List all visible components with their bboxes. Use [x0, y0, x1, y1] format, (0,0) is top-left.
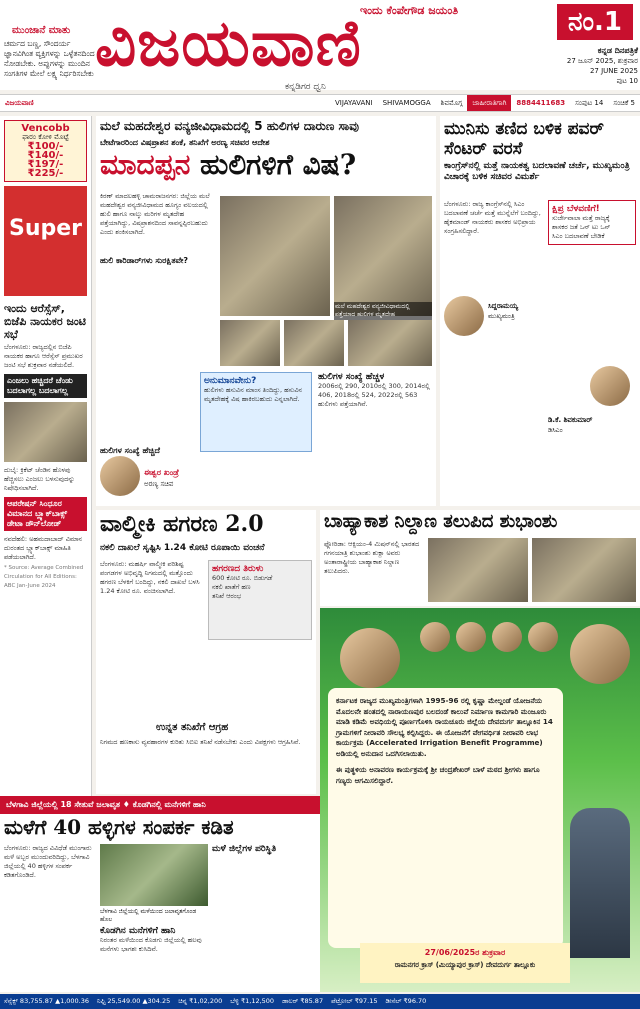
kodagu-text: ನಿರಂತರ ಮಳೆಯಿಂದ ಕೊಡಗು ಜಿಲ್ಲೆಯಲ್ಲಿ ಹಲವು ಮನೆಗಳು ಭಾಗಶಃ ಕುಸಿದಿವೆ. — [100, 936, 202, 953]
suspicion-text: ಹುಲಿಗಳು ಹಸುವಿನ ಮಾಂಸ ತಿಂದಿದ್ದು, ಹಸುವಿನ ಮೃತದೇಹಕ್ಕೆ ವಿಷ ಹಾಕಿರಬಹುದು ಎನ್ನಲಾಗಿದೆ. — [204, 386, 303, 403]
date-english: 27 JUNE 2025 — [589, 67, 638, 75]
masthead — [0, 0, 640, 90]
adv-venue: ರಾಮನಗರ ಕ್ರಾಸ್ (ಮಿಯ್ಯಾಪುರ ಕ್ರಾಸ್) ದೇವದುರ್ಗ ತಾಲ್ಲೂಕು — [394, 961, 536, 969]
minister-avatar — [100, 456, 140, 496]
statue-image — [570, 808, 630, 958]
ticker-gold: ಚಿನ್ನ ₹1,02,200 — [178, 997, 223, 1005]
ad-line: ಫಾರಂ ಕೋಳಿ ಮೊಟ್ಟೆ — [22, 133, 69, 141]
date-block — [558, 46, 638, 86]
number-one-badge: ನಂ.1 — [557, 4, 633, 40]
super-ad[interactable]: Super — [4, 186, 87, 296]
lead-question-2: ಹುಲಿಗಳ ಸಂಖ್ಯೆ ಹೆಚ್ಚಿದೆ — [100, 446, 160, 455]
leader-photo-2 — [420, 622, 450, 652]
left-headline-1[interactable]: ಇಂದು ಆರೆಸ್ಸೆಸ್, ಬಿಜೆಪಿ ನಾಯಕರ ಜಂಟಿ ಸಭೆ — [4, 302, 86, 341]
lead-question-1: ಹುಲಿ ಕಾರಿಡಾರ್‌ಗಳು ಸುರಕ್ಷಿತವೇ? — [100, 256, 189, 265]
left-headline-2[interactable]: ಎಂಜಲು ಹಚ್ಚಿದರೆ ಚೆಂಡು ಬದಲಾಗಲ್ಲ ಬದಲಾಗಲ್ಲ — [4, 374, 87, 398]
lead-kicker-2: ಬೇಟೆಗಾರರಿಂದ ವಿಷಪ್ರಾಶನ ಶಂಕೆ, ತನಿಖೆಗೆ ಅರಣ್ಯ ಸಚಿವರ ಆದೇಶ — [100, 138, 270, 147]
leader-photo-6 — [570, 624, 630, 684]
ad-price-2: ₹140/- — [27, 150, 64, 161]
rain-body: ಬೆಂಗಳೂರು: ರಾಜ್ಯದ ವಿವಿಧೆಡೆ ಮುಂಗಾರು ಮಳೆ ಅಬ್ಬರ ಮುಂದುವರಿದಿದ್ದು, ಬೆಳಗಾವಿ ಜಿಲ್ಲೆಯಲ್ಲಿ 40 ಹಳ್ಳಿಗಳ ಸಂಪರ್ಕ ಕಡಿತಗೊಂಡಿದೆ. — [4, 844, 92, 879]
ticker-silver: ಬೆಳ್ಳಿ ₹1,12,500 — [230, 997, 275, 1005]
kodagu-head: ಕೊಡಗಿನ ಮನೆಗಳಿಗೆ ಹಾನಿ — [100, 926, 176, 936]
dcm-name: ಡಿ.ಕೆ. ಶಿವಕುಮಾರ್ — [548, 416, 593, 424]
minister-name: ಈಶ್ವರ ಖಂಡ್ರೆ — [144, 468, 179, 477]
government-advertisement[interactable] — [320, 608, 640, 992]
valmiki-headline[interactable]: ವಾಲ್ಮೀಕಿ ಹಗರಣ 2.0 — [100, 511, 264, 537]
lead-kicker: ಮಲೆ ಮಹದೇಶ್ವರ ವನ್ಯಜೀವಿಧಾಮದಲ್ಲಿ 5 ಹುಲಿಗಳ ದಾರುಣ ಸಾವು — [100, 119, 359, 133]
strip-issue-no: ಸಂಚಿಕೆ 5 — [613, 99, 635, 107]
cm-avatar — [444, 296, 484, 336]
valmiki-body: ಬೆಂಗಳೂರು: ಮಹರ್ಷಿ ವಾಲ್ಮೀಕಿ ಪರಿಶಿಷ್ಟ ಪಂಗಡಗಳ ಅಭಿವೃದ್ಧಿ ನಿಗಮದಲ್ಲಿ ಮತ್ತೊಂದು ಹಗರಣ ಬೆಳಕಿಗೆ ಬಂದಿದ್ದು, ನಕಲಿ ದಾಖಲೆ ಬಳಸಿ 1.24 ಕೋಟಿ ರೂ. ವಂಚಿಸಲಾಗಿದೆ. — [100, 560, 200, 595]
tiger-photo-5 — [348, 320, 432, 366]
cm-name: ಸಿದ್ದರಾಮಯ್ಯ — [488, 302, 519, 310]
politics-headline[interactable]: ಮುನಿಸು ತಣಿದ ಬಳಿಕ ಪವರ್ ಸೆಂಟರ್ ವರಸೆ — [444, 119, 604, 159]
adv-text: ಕರ್ನಾಟಕ ರಾಜ್ಯದ ಮುಖ್ಯಮಂತ್ರಿಗಳಾಗಿ 1995-96 ರಲ್ಲಿ ಕೃಷ್ಣಾ ಮೇಲ್ದಂಡೆ ಯೋಜನೆಯ ಮೊದಲನೇ ಹಂತದಲ್ಲಿ ನಾರಾಯಣಪುರ ಬಲದಂಡೆ ಕಾಲುವೆ ನಿರ್ಮಾಣ ಕಾಮಗಾರಿ ಮಂಜೂರು ಮಾಡಿ ಕಡಿಮೆ ಅವಧಿಯಲ್ಲಿ ಪೂರ್ಣಗೊಳಿಸಿ ರಾಯಚೂರು ಜಿಲ್ಲೆಯ ದೇವದುರ್ಗ ತಾಲ್ಲೂಕಿನ 14 ಗ್ರಾಮಗಳಿಗೆ ನೀರಾವರಿ ಸೌಲಭ್ಯ ಕಲ್ಪಿಸಿದ್ದರು. ಈ ಯೋಜನೆಗೆ ವೇಗವರ್ಧಿತ ನೀರಾವರಿ ಲಾಭ ಕಾರ್ಯಕ್ರಮ (Accelerated Irrigation Benefit Programme) ಅಡಿಯಲ್ಲಿ ಅನುದಾನ ಒದಗಿಸಲಾಯಿತು. — [336, 696, 553, 758]
vencobb-ad[interactable] — [4, 120, 87, 182]
suspicion-head: ಅನುಮಾನವೇನು? — [204, 376, 257, 386]
strip-phone[interactable]: 8884411683 — [516, 99, 566, 107]
adv-date: 27/06/2025ರ ಶುಕ್ರವಾರ — [424, 948, 506, 957]
rapid-item-2: ಶಾಸಕರ ಜತೆ ಒನ್ ಟು ಒನ್ — [552, 223, 611, 231]
dcm-role: ಡಿಸಿಎಂ — [548, 426, 563, 434]
rain-headline[interactable]: ಮಳೆಗೆ 40 ಹಳ್ಳಿಗಳ ಸಂಪರ್ಕ ಕಡಿತ — [4, 815, 234, 839]
lead-story — [96, 116, 436, 506]
adv-text-2: ಈ ಪುತ್ಥಳಿಯ ಅನಾವರಣ ಕಾರ್ಯಕ್ರಮಕ್ಕೆ ಶ್ರೀ ಚಂದ್ರಶೇಖರ್ ಬಾಳೆ ಮಠದ ಶ್ರೀಗಳು ಹಾಗೂ ಗಣ್ಯರು ಆಗಮಿಸಲಿದ್ದಾರೆ. — [336, 765, 540, 785]
probe-body: ನಿಗಮದ ಹಣಕಾಸು ವ್ಯವಹಾರಗಳ ಕುರಿತು ಸಿಬಿಐ ತನಿಖೆ ನಡೆಸಬೇಕು ಎಂದು ವಿಪಕ್ಷಗಳು ಆಗ್ರಹಿಸಿವೆ. — [100, 738, 301, 746]
politics-body: ಬೆಂಗಳೂರು: ರಾಜ್ಯ ಕಾಂಗ್ರೆಸ್‌ನಲ್ಲಿ ಸಿಎಂ ಬದಲಾವಣೆ ಚರ್ಚೆ ಮತ್ತೆ ಮುನ್ನೆಲೆಗೆ ಬಂದಿದ್ದು, ಹೈಕಮಾಂಡ್ ನಾಯಕರು ಶಾಸಕರ ಅಭಿಪ್ರಾಯ ಸಂಗ್ರಹಿಸಲಿದ್ದಾರೆ. — [444, 200, 541, 235]
tiger-photo-4 — [284, 320, 344, 366]
space-photo-2 — [532, 538, 636, 602]
space-photo-1 — [428, 538, 528, 602]
minister-role: ಅರಣ್ಯ ಸಚಿವ — [144, 480, 174, 488]
stat-head: ಹುಲಿಗಳ ಸಂಖ್ಯೆ ಹೆಚ್ಚಳ — [318, 372, 385, 382]
lead-body: ಕಿರಣ್ ಮಾದಲಹಳ್ಳಿ ಚಾಮರಾಜನಗರ: ಜಿಲ್ಲೆಯ ಮಲೆ ಮಹದೇಶ್ವರ ವನ್ಯಜೀವಿಧಾಮದ ಹೂಗ್ಯಂ ವಲಯದಲ್ಲಿ ಹುಲಿ ಹಾಗೂ ನಾಲ್ಕು ಮರಿಗಳ ಮೃತದೇಹ ಪತ್ತೆಯಾಗಿದ್ದು, ವಿಷಪ್ರಾಶನದಿಂದ ಸಾವನ್ನಪ್ಪಿರಬಹುದು ಎಂದು ಶಂಕಿಸಲಾಗಿದೆ. — [100, 192, 210, 236]
ad-price-3: ₹197/- — [27, 159, 64, 170]
page-number: ಪುಟ 10 — [616, 77, 638, 85]
scam-box-head: ಹಗರಣದ ತಿರುಳು — [212, 564, 264, 574]
ad-price-4: ₹225/- — [27, 168, 64, 179]
morning-quote-text: ಚರ್ಮದ ಬಣ್ಣ, ಸೌಂದರ್ಯ ಜ್ಞಾನವಿಗಿಂತ ವ್ಯಕ್ತಿಗಳನ್ನು ಒಳ್ಳೆತನದಿಂದ ನೋಡಬೇಕು. ಅಪ್ಪುಗಳನ್ನು ಮುಂದಿನ ಸಂಗತಿಗಳ ಮೇಲೆ ಲಕ್ಷ್ಯ ನಿರ್ಧರಿಸಬೇಕು — [4, 39, 95, 78]
tiger-caption: ಮಲೆ ಮಹದೇಶ್ವರ ವನ್ಯಜೀವಿಧಾಮದಲ್ಲಿ ಪತ್ತೆಯಾದ ಹುಲಿಗಳ ಮೃತದೇಹ — [334, 302, 432, 320]
ticker-dollar: ಡಾಲರ್ ₹85.87 — [282, 997, 324, 1005]
masthead-tagline: ಇಂದು ಕೆಂಪೇಗೌಡ ಜಯಂತಿ — [360, 4, 459, 17]
edition-strip — [0, 94, 640, 112]
ticker-sensex: ಸೆನ್ಸೆಕ್ಸ್ 83,755.87 ▲1,000.36 — [4, 997, 90, 1005]
cricket-photo — [4, 402, 87, 462]
ticker-nifty: ನಿಫ್ಟಿ 25,549.00 ▲304.25 — [97, 997, 171, 1005]
rain-subhead: ಮಳೆ ಜಿಲ್ಲೆಗಳ ಪರಿಸ್ಥಿತಿ — [212, 844, 277, 854]
masthead-subtitle: ಕನ್ನಡಿಗರ ಧ್ವನಿ — [285, 82, 326, 92]
scam-item-1: 600 ಕೋಟಿ ರೂ. ಬಿಡುಗಡೆ — [212, 574, 273, 582]
strip-issue: ಸಂಪುಟ 14 — [575, 99, 604, 107]
space-story — [320, 510, 640, 606]
scam-box — [208, 560, 312, 640]
tiger-photo-3 — [220, 320, 280, 366]
ticker-diesel: ಡೀಸೆಲ್ ₹96.70 — [385, 997, 427, 1005]
politics-story — [440, 116, 640, 506]
suspicion-box — [200, 372, 312, 452]
badge-subtitle: ಕನ್ನಡ ದಿನಪತ್ರಿಕೆ — [597, 46, 638, 55]
scam-item-2: ನಕಲಿ ಖಾತೆಗೆ ಹಣ — [212, 583, 251, 591]
ticker-petrol: ಪೆಟ್ರೋಲ್ ₹97.15 — [331, 997, 378, 1005]
probe-headline[interactable]: ಉನ್ನತ ತನಿಖೆಗೆ ಆಗ್ರಹ — [156, 722, 229, 733]
rain-caption: ಬೆಳಗಾವಿ ಜಿಲ್ಲೆಯಲ್ಲಿ ಮಳೆಯಿಂದ ಜಲಾವೃತಗೊಂಡ ಹೊಲ — [100, 908, 197, 923]
masthead-logo[interactable]: ವಿಜಯವಾಣಿ — [95, 6, 362, 81]
date-kannada: 27 ಜೂನ್ 2025, ಶುಕ್ರವಾರ — [566, 57, 638, 65]
kodagu-box — [100, 926, 208, 954]
ad-price-1: ₹100/- — [27, 141, 64, 152]
market-ticker — [0, 994, 640, 1009]
left-text-1: ಬೆಂಗಳೂರು: ರಾಜ್ಯದಲ್ಲಿನ ಬಿಜೆಪಿ ನಾಯಕರ ಹಾಗೂ ಆರೆಸ್ಸೆಸ್ ಪ್ರಮುಖರ ಜಂಟಿ ಸಭೆ ಶುಕ್ರವಾರ ನಡೆಯಲಿದೆ. — [4, 343, 83, 369]
politics-subhead: ಕಾಂಗ್ರೆಸ್‌ನಲ್ಲಿ ಮತ್ತೆ ನಾಯಕತ್ವ ಬದಲಾವಣೆ ಚರ್ಚೆ, ಮುಖ್ಯಮಂತ್ರಿ ವಿಚಾರಕ್ಕೆ ಬಳಿಕ ಸಚಿವರ ವಿಮರ್ಶೆ — [444, 161, 630, 182]
stat-text: 2006ರಲ್ಲಿ 290, 2010ರಲ್ಲಿ 300, 2014ರಲ್ಲಿ 406, 2018ರಲ್ಲಿ 524, 2022ರಲ್ಲಿ 563 ಹುಲಿಗಳು ಪತ್ತೆಯಾಗಿವೆ. — [318, 382, 430, 408]
tiger-stats — [318, 372, 432, 409]
lead-headline-red: ಮಾದಪ್ಪನ — [100, 148, 191, 181]
tiger-photo-2 — [334, 196, 432, 316]
rain-band: ಬೆಳಗಾವಿ ಜಿಲ್ಲೆಯಲ್ಲಿ 18 ಸೇತುವೆ ಜಲಾವೃತ ♦ ಕೊಡಗಿನಲ್ಲಿ ಮನೆಗಳಿಗೆ ಹಾನಿ — [0, 796, 320, 814]
adv-text-block — [328, 688, 563, 948]
strip-ads-label: ಜಾಹೀರಾತಿಗಾಗಿ — [467, 95, 511, 111]
lead-headline[interactable] — [96, 148, 436, 182]
strip-city-kn: ಶಿವಮೊಗ್ಗ — [440, 99, 463, 107]
leader-photo-3 — [456, 622, 486, 652]
rapid-item-1: ಸುರ್ಜೇವಾಲಾ ಮತ್ತೆ ರಾಜ್ಯಕ್ಕೆ — [552, 214, 610, 222]
strip-city: SHIVAMOGGA — [382, 99, 431, 107]
strip-brand: ವಿಜಯವಾಣಿ — [5, 99, 34, 107]
rapid-head: ಕ್ಷಿಪ್ರ ಬೆಳವಣಿಗೆ! — [552, 204, 600, 214]
scam-item-3: ತನಿಖೆ ಆರಂಭ — [212, 592, 242, 600]
rapid-item-3: ಸಿಎಂ ಬದಲಾವಣೆ ಬೇಡಿಕೆ — [552, 232, 605, 240]
strip-edition: VIJAYAVANI — [335, 99, 373, 107]
leader-photo-5 — [528, 622, 558, 652]
circulation-note: * Source: Average Combined Circulation for All Editions: ABC Jan-June 2024 — [4, 565, 84, 589]
ad-brand: Vencobb — [21, 123, 70, 134]
leader-photo-4 — [492, 622, 522, 652]
space-headline[interactable]: ಬಾಹ್ಯಾಕಾಶ ನಿಲ್ದಾಣ ತಲುಪಿದ ಶುಭಾಂಶು — [324, 511, 558, 532]
left-text-3: ನವದೆಹಲಿ: ಅಹಮದಾಬಾದ್ ವಿಮಾನ ದುರಂತದ ಬ್ಲ್ಯಾಕ್‌ಬಾಕ್ಸ್ ಮಾಹಿತಿ ಪಡೆಯಲಾಗಿದೆ. — [4, 535, 82, 561]
rain-photo — [100, 844, 208, 906]
valmiki-subhead: ನಕಲಿ ದಾಖಲೆ ಸೃಷ್ಟಿಸಿ 1.24 ಕೋಟಿ ರೂಪಾಯಿ ವಂಚನೆ — [100, 543, 265, 553]
morning-quote-title: ಮುಂಜಾನೆ ಮಾತು — [12, 25, 71, 36]
adv-event-info — [360, 943, 570, 983]
left-headline-3[interactable]: ಆಪರೇಷನ್ ಸಿಂಧೂರ ವಿಮಾನದ ಬ್ಲ್ಯಾಕ್‌ಬಾಕ್ಸ್ ಡೇಟಾ ಡೌನ್‌ಲೋಡ್ — [4, 497, 87, 531]
rapid-developments-box — [548, 200, 636, 245]
rain-story — [0, 814, 320, 992]
space-body: ಫ್ಲೋರಿಡಾ: ಆಕ್ಸಿಯಂ-4 ಮಿಷನ್‌ನಲ್ಲಿ ಭಾರತದ ಗಗನಯಾತ್ರಿ ಶುಭಾಂಶು ಶುಕ್ಲಾ ಅವರು ಅಂತಾರಾಷ್ಟ್ರೀಯ ಬಾಹ್ಯಾಕಾಶ ನಿಲ್ದಾಣ ತಲುಪಿದರು. — [324, 540, 420, 575]
morning-quote — [0, 0, 100, 90]
tiger-photo-1 — [220, 196, 330, 316]
leader-photo-1 — [340, 628, 400, 688]
lead-headline-black: ಹುಲಿಗಳಿಗೆ ವಿಷ? — [200, 148, 357, 181]
cm-role: ಮುಖ್ಯಮಂತ್ರಿ — [488, 312, 515, 320]
valmiki-story — [96, 510, 316, 794]
left-text-2: ದುಬೈ: ಕ್ರಿಕೆಟ್ ಚೆಂಡಿನ ಹೊಳಪು ಹೆಚ್ಚಿಸಲು ಎಂಜಲು ಬಳಸುವುದನ್ನು ನಿಷೇಧಿಸಲಾಗಿದೆ. — [4, 466, 75, 492]
dcm-avatar — [590, 366, 630, 406]
